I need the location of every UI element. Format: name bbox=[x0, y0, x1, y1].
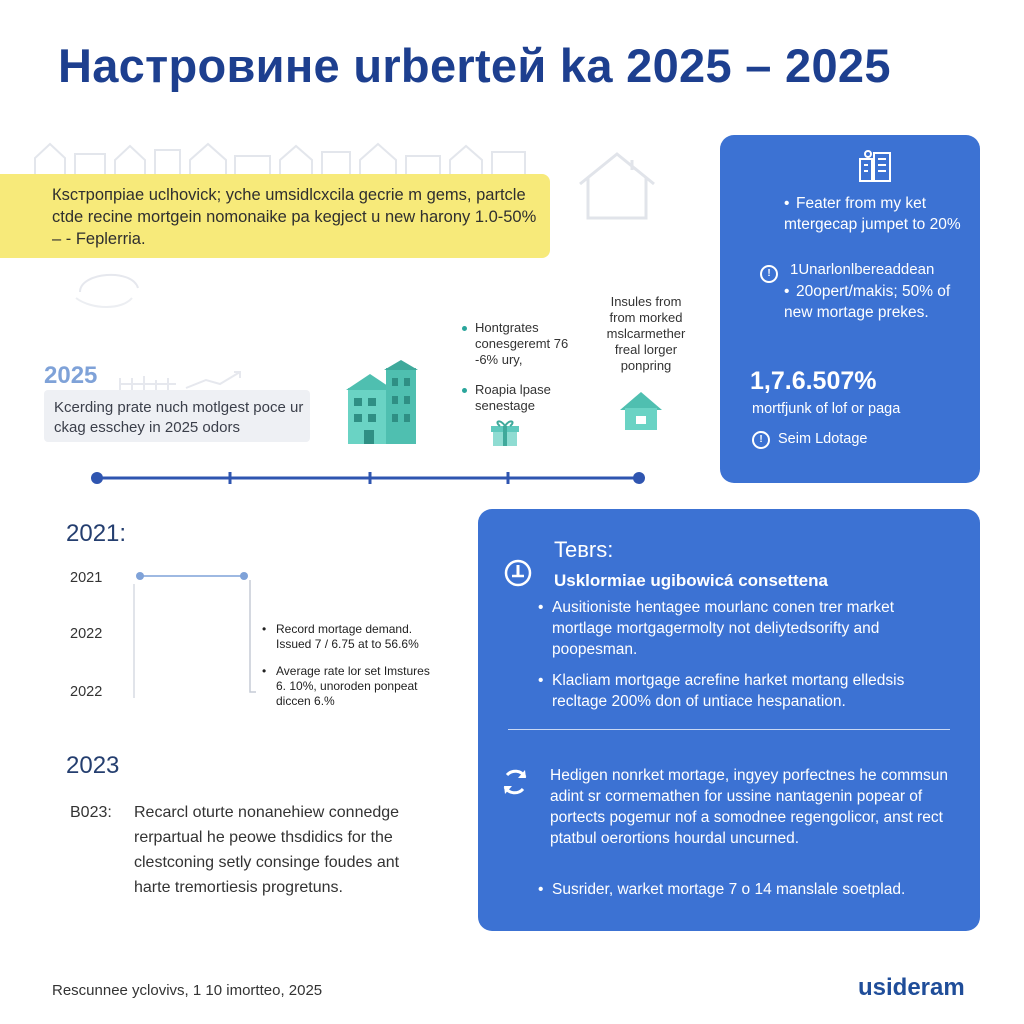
timeline-year-label: 2025 bbox=[44, 362, 98, 389]
bullet-dot-icon: • bbox=[262, 664, 267, 678]
history-notes bbox=[262, 622, 432, 721]
timeline-note-text: Hontgrates conesgeremt 76 -6% ury, bbox=[475, 320, 569, 367]
highlight-text: Кsстропріае uclhovick; yche umsidlcxcila gecrie m gems, partcle ctde recine mortgein nomonaike pa kegject u new harony 1.0-50% – - Feplerria. bbox=[52, 186, 537, 248]
stats-bullet-2-text: 20opert/makis; 50% of new mortage prekes. bbox=[784, 283, 951, 321]
timeline-note bbox=[462, 382, 574, 414]
page-title: Настровине urberteй ka 2025 – 2025 bbox=[58, 39, 891, 92]
history-connector bbox=[132, 570, 256, 700]
footer-caption: Rescunnee yclovivs, 1 10 imortteo, 2025 bbox=[52, 982, 323, 999]
stats-value: 1,7.6.507% bbox=[750, 367, 877, 395]
trends-heading: Teвrs: bbox=[554, 537, 614, 562]
trends-card bbox=[478, 509, 980, 931]
history-heading-2023: 2023 bbox=[66, 752, 120, 779]
timeline-note bbox=[462, 320, 574, 368]
house-icon bbox=[618, 390, 664, 432]
swirl-decoration bbox=[72, 262, 144, 312]
timeline-note-text: Roapia lpase senestage bbox=[475, 382, 551, 413]
trends-bullet: • Ausitioniste hentagee mourlanc conen trer market mortlage mortgagermolty not deliytedsorifty and poopesman. bbox=[538, 597, 958, 660]
history-year: 2022 bbox=[70, 684, 103, 700]
history-2023-text: Recarcl oturte nonanehiew connedge rerpartual he peowe thsdidics for the clestconing setly consinge foudes ant harte tremortiesis progretuns. bbox=[134, 804, 400, 896]
history-note bbox=[262, 664, 432, 709]
alert-circle-icon bbox=[504, 559, 532, 587]
recycle-icon bbox=[498, 765, 532, 799]
timeline-notes-a bbox=[462, 320, 574, 428]
stats-card bbox=[720, 135, 980, 483]
timeline-axis bbox=[90, 470, 646, 486]
clock-icon: ! bbox=[760, 265, 778, 283]
stats-footer: Seim Ldotage bbox=[778, 431, 868, 447]
history-note-text: Record mortage demand. Issued 7 / 6.75 at to 56.6% bbox=[276, 622, 419, 651]
history-note bbox=[262, 622, 432, 652]
info-icon: ! bbox=[752, 431, 770, 449]
stats-bullet-1: • Feater from my ket mtergecap jumpet to 20% bbox=[784, 195, 961, 233]
chart-house-icon bbox=[858, 149, 894, 183]
trends-bullet: • Susrider, warket mortage 7 o 14 manslale soetplad. bbox=[538, 879, 958, 900]
highlight-banner bbox=[0, 174, 550, 258]
stats-bullet-2: • 20opert/makis; 50% of new mortage prekes. bbox=[784, 283, 951, 321]
history-note-text: Average rate lor set Imstures 6. 10%, unoroden ponpeat diccen 6.% bbox=[276, 664, 430, 708]
timeline-info-box bbox=[44, 390, 310, 442]
history-year: 2022 bbox=[70, 626, 103, 642]
history-year: 2021 bbox=[70, 570, 103, 586]
brand-logo: usideram bbox=[858, 974, 965, 1001]
history-heading-2021: 2021: bbox=[66, 520, 127, 547]
trends-last-list bbox=[538, 879, 958, 910]
bullet-dot-icon bbox=[462, 326, 467, 331]
trends-bullet-list bbox=[538, 597, 958, 722]
bullet-dot-icon: • bbox=[262, 622, 267, 636]
timeline-notes-b: Insules from from morked mslcarmether freal lorger ponpring bbox=[606, 294, 686, 373]
trends-bullet: • Klacliam mortgage acrefine harket mortang elledsis recltage 200% don of untiace hespanation. bbox=[538, 670, 958, 712]
gift-icon bbox=[490, 418, 520, 448]
trends-subheading: Usklormiae ugibowicá consettena bbox=[554, 571, 828, 590]
stats-value-label: mortfjunk of lof or paga bbox=[752, 401, 901, 417]
history-2023-label: B023: bbox=[70, 804, 112, 821]
stats-line: 1Unarlonlbereaddean bbox=[790, 261, 935, 278]
house-outline-icon bbox=[574, 148, 660, 222]
stats-bullet-1-text: Feater from my ket mtergecap jumpet to 20% bbox=[784, 195, 961, 233]
card-divider bbox=[508, 729, 950, 730]
building-icon bbox=[346, 360, 420, 446]
trends-paragraph: Hedigen nonrket mortage, ingyey porfectnes he commsun adint sr cormemathen for ussine nantagenin popear of portects pogemur nof a somodnee regengolicor, anst rect ptatbul oerortions hourdal uncurned. bbox=[550, 767, 949, 847]
timeline-info-text: Kcerding prate nuch motlgest poce ur ckag esschey in 2025 odors bbox=[54, 399, 304, 436]
fence-decoration bbox=[116, 366, 256, 392]
bullet-dot-icon bbox=[462, 388, 467, 393]
